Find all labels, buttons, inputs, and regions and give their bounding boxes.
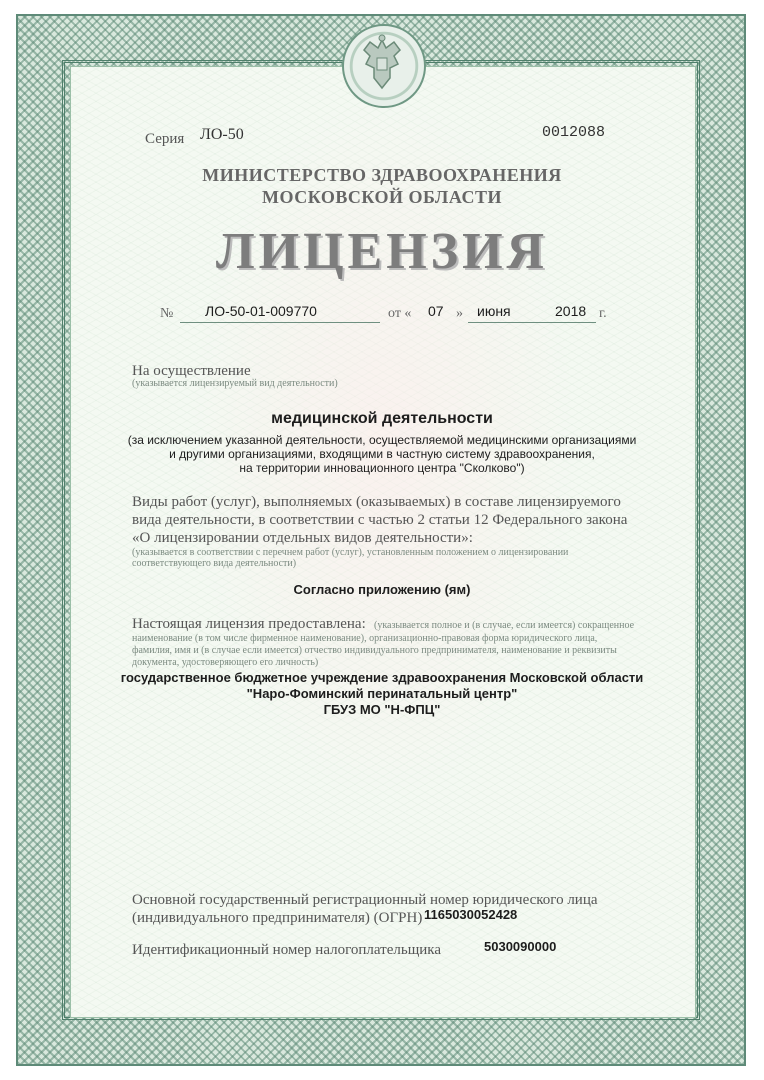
grantee-hint-1: (указывается полное и (в случае, если имеется) сокращенное	[374, 620, 635, 631]
document-title: ЛИЦЕНЗИЯ	[215, 223, 549, 280]
license-number: ЛО-50-01-009770	[205, 303, 317, 319]
ogrn-label-1: Основной государственный регистрационный номер юридического лица	[132, 892, 598, 908]
date-close-quote: »	[456, 306, 463, 321]
date-day: 07	[428, 303, 444, 319]
activity-exception-1: (за исключением указанной деятельности, осуществляемой медицинскими организациями	[127, 433, 637, 447]
date-from-label: от «	[388, 306, 412, 321]
number-sign: №	[160, 306, 174, 321]
activity-hint: (указывается лицензируемый вид деятельности)	[132, 378, 338, 389]
ogrn-label-2: (индивидуального предпринимателя) (ОГРН)	[132, 910, 423, 926]
grantee-hint-4: документа, удостоверяющего его личность)	[132, 657, 319, 668]
coat-of-arms-emblem	[342, 24, 426, 108]
activity-exception-3: на территории инновационного центра "Сколково")	[239, 461, 525, 475]
grantee-org-line-3: ГБУЗ МО "Н-ФПЦ"	[323, 702, 441, 717]
works-line-3: «О лицензировании отдельных видов деятельности»:	[132, 530, 473, 546]
works-line-1: Виды работ (услуг), выполняемых (оказываемых) в составе лицензируемого	[132, 494, 621, 510]
date-year-suffix: г.	[599, 306, 607, 321]
grantee-hint-3: фамилия, имя и (в случае если имеется) отчество индивидуального предпринимателя, наименование и реквизиты	[132, 645, 617, 656]
inn-value: 5030090000	[484, 939, 557, 954]
activity-name: медицинской деятельности	[271, 410, 493, 427]
works-hint-1: (указывается в соответствии с перечнем работ (услуг), установленным положением о лицензировании	[132, 547, 569, 558]
date-underline	[468, 322, 596, 323]
date-month: июня	[477, 303, 511, 319]
form-number: 0012088	[542, 124, 606, 141]
ministry-line-2: МОСКОВСКОЙ ОБЛАСТИ	[262, 187, 502, 207]
grantee-label: Настоящая лицензия предоставлена:	[132, 616, 366, 632]
grantee-org-line-1: государственное бюджетное учреждение здравоохранения Московской области	[120, 670, 644, 685]
ministry-line-1: МИНИСТЕРСТВО ЗДРАВООХРАНЕНИЯ	[202, 165, 562, 185]
inn-label: Идентификационный номер налогоплательщика	[132, 942, 442, 958]
series-label: Серия	[145, 131, 185, 147]
works-hint-2: соответствующего вида деятельности)	[132, 558, 297, 569]
series-value: ЛО-50	[200, 126, 244, 143]
works-line-2: вида деятельности, в соответствии с частью 2 статьи 12 Федерального закона	[132, 512, 628, 528]
works-value: Согласно приложению (ям)	[293, 582, 471, 597]
ogrn-value: 1165030052428	[424, 907, 518, 922]
number-underline	[180, 322, 380, 323]
date-year: 2018	[555, 303, 587, 319]
activity-exception-2: и другими организациями, входящими в частную систему здравоохранения,	[169, 447, 595, 461]
grantee-org-line-2: "Наро-Фоминский перинатальный центр"	[246, 686, 518, 701]
double-headed-eagle-icon	[354, 34, 410, 96]
grantee-hint-2: наименование (в том числе фирменное наименование), организационно-правовая форма юридического лица,	[132, 633, 598, 644]
activity-label: На осуществление	[132, 363, 251, 379]
